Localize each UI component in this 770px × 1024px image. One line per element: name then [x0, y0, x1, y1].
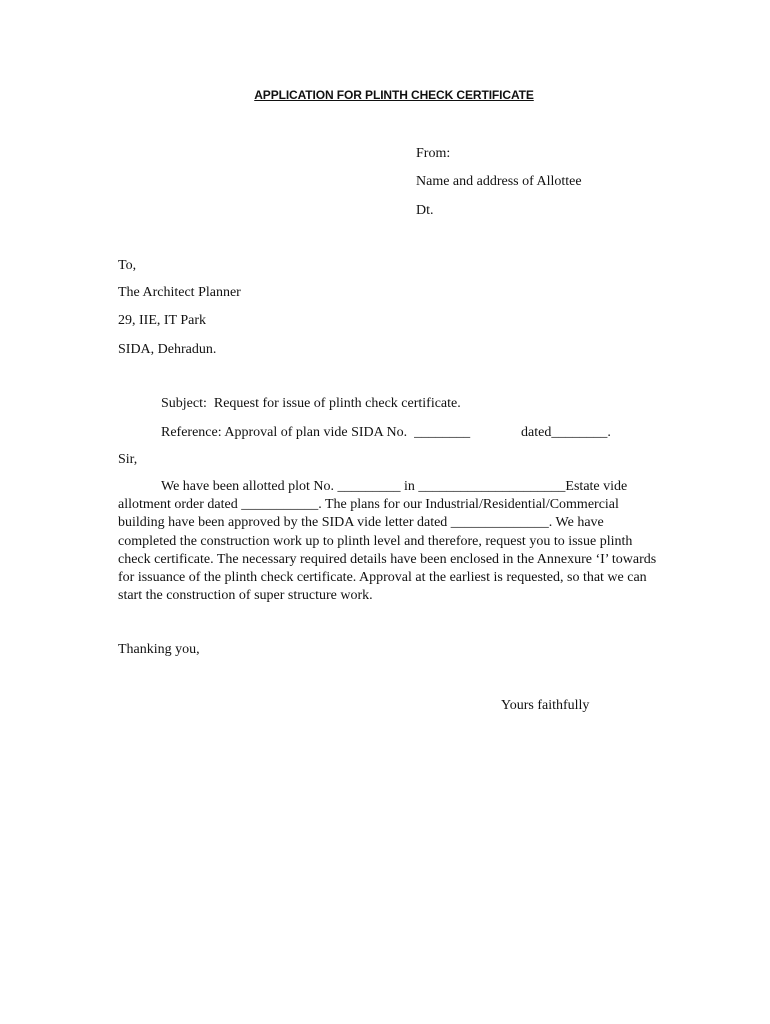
body-line-5: check certificate. The necessary required details have been enclosed in the Annexure ‘I’ towards [118, 551, 657, 567]
to-label: To, [118, 258, 137, 273]
closing-thanks: Thanking you, [118, 642, 200, 657]
body-paragraph [118, 478, 663, 605]
body-line-1: We have been allotted plot No. _________ in _____________________Estate vide [161, 479, 628, 494]
salutation: Sir, [118, 452, 138, 467]
body-line-3: building have been approved by the SIDA vide letter dated ______________. We have [118, 515, 604, 531]
body-line-6: for issuance of the plinth check certificate. Approval at the earliest is requested, so that we can [118, 570, 647, 586]
from-name-line: Name and address of Allottee [416, 174, 582, 189]
from-date-line: Dt. [416, 203, 434, 218]
reference-line: Reference: Approval of plan vide SIDA No. ________ [161, 425, 471, 440]
to-address-line-2: 29, IIE, IT Park [118, 313, 206, 328]
to-address-line-1: The Architect Planner [118, 285, 241, 300]
reference-dated: dated________. [521, 425, 611, 440]
to-address-line-3: SIDA, Dehradun. [118, 342, 217, 357]
document-title: APPLICATION FOR PLINTH CHECK CERTIFICATE [254, 88, 534, 102]
from-label: From: [416, 146, 451, 161]
body-line-4: completed the construction work up to plinth level and therefore, request you to issue plinth [118, 533, 633, 549]
body-line-7: start the construction of super structure work. [118, 588, 373, 604]
signoff: Yours faithfully [501, 698, 590, 713]
body-line-2: allotment order dated ___________. The plans for our Industrial/Residential/Commercial [118, 497, 619, 513]
subject-line: Subject: Request for issue of plinth check certificate. [161, 396, 461, 411]
